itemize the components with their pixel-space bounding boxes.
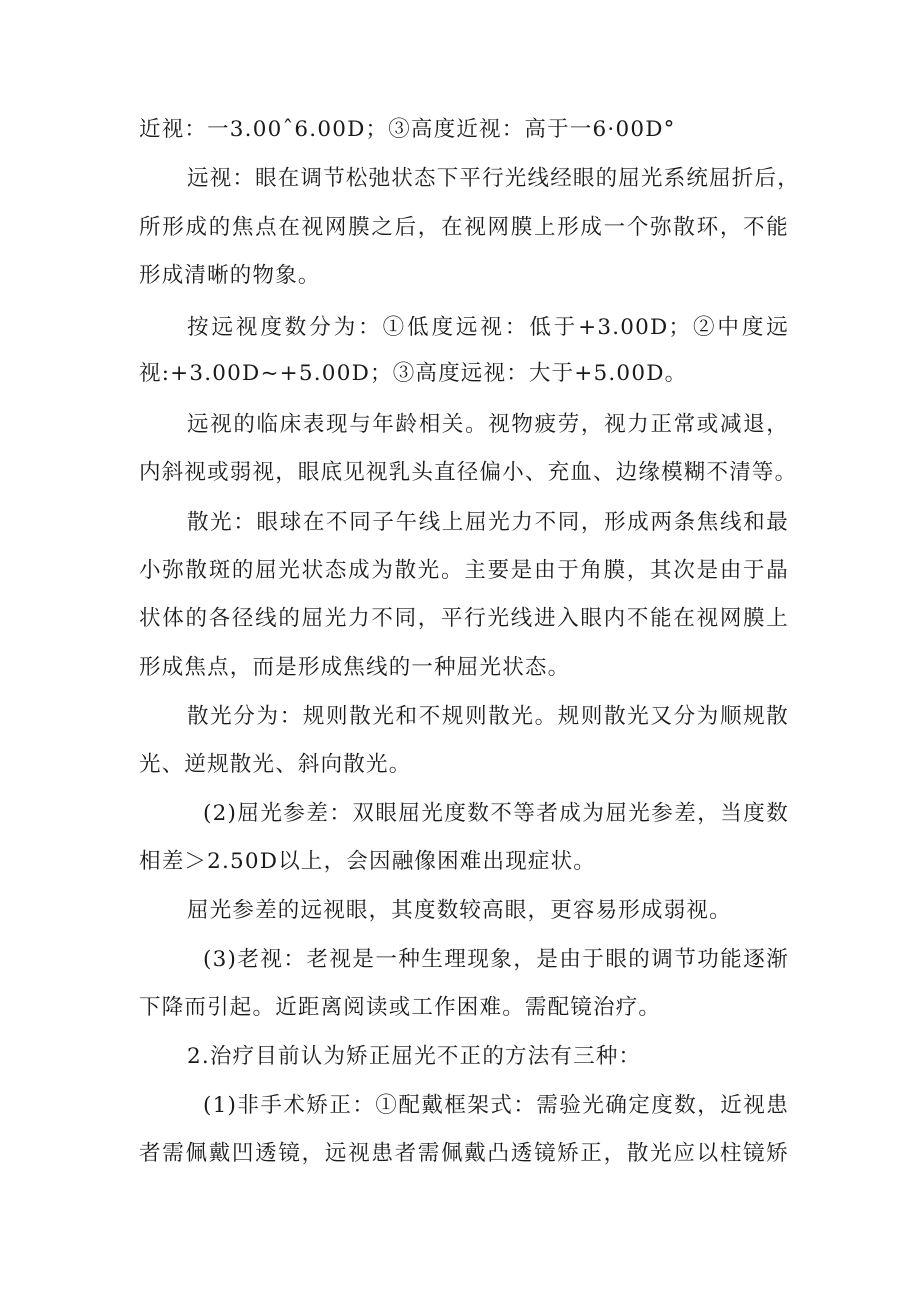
text-line: 远视：眼在调节松弛状态下平行光线经眼的屈光系统屈折后，: [187, 166, 800, 191]
text-line: 内斜视或弱视，眼底见视乳头直径偏小、充血、边缘模糊不清等。: [139, 460, 798, 485]
text-line: 屈光参差的远视眼，其度数较高眼，更容易形成弱视。: [187, 898, 732, 923]
text-line: 所形成的焦点在视网膜之后，在视网膜上形成一个弥散环，不能: [139, 215, 789, 240]
text-line: 远视的临床表现与年龄相关。视物疲劳，视力正常或减退，: [187, 412, 789, 437]
text-line: 状体的各径线的屈光力不同，平行光线进入眼内不能在视网膜上: [139, 606, 789, 631]
text-line: 视:+3.00D~+5.00D；③高度远视：大于+5.00D。: [139, 361, 688, 386]
text-line: 按远视度数分为：①低度远视：低于+3.00D；②中度远: [187, 315, 789, 340]
text-line: 下降而引起。近距离阅读或工作困难。需配镜治疗。: [139, 995, 662, 1020]
text-line: 近视：一3.00ˆ6.00D；③高度近视：高于一6·00D°: [139, 117, 676, 142]
text-line: 光、逆规散光、斜向散光。: [139, 752, 412, 777]
text-line: (3)老视：老视是一种生理现象，是由于眼的调节功能逐渐: [203, 947, 789, 972]
text-line: 2.治疗目前认为矫正屈光不正的方法有三种：: [187, 1044, 642, 1069]
text-line: 者需佩戴凹透镜，远视患者需佩戴凸透镜矫正，散光应以柱镜矫: [139, 1141, 789, 1166]
text-line: (1)非手术矫正：①配戴框架式：需验光确定度数，近视患: [203, 1093, 789, 1118]
text-line: 小弥散斑的屈光状态成为散光。主要是由于角膜，其次是由于晶: [139, 558, 789, 583]
text-line: 相差＞2.50D以上，会因融像困难出现症状。: [139, 849, 597, 874]
text-line: 散光分为：规则散光和不规则散光。规则散光又分为顺规散: [187, 704, 789, 729]
text-line: 散光：眼球在不同子午线上屈光力不同，形成两条焦线和最: [187, 510, 789, 535]
text-line: 形成焦点，而是形成焦线的一种屈光状态。: [139, 655, 571, 680]
text-line: (2)屈光参差：双眼屈光度数不等者成为屈光参差，当度数: [203, 801, 789, 826]
text-line: 形成清晰的物象。: [139, 263, 321, 288]
